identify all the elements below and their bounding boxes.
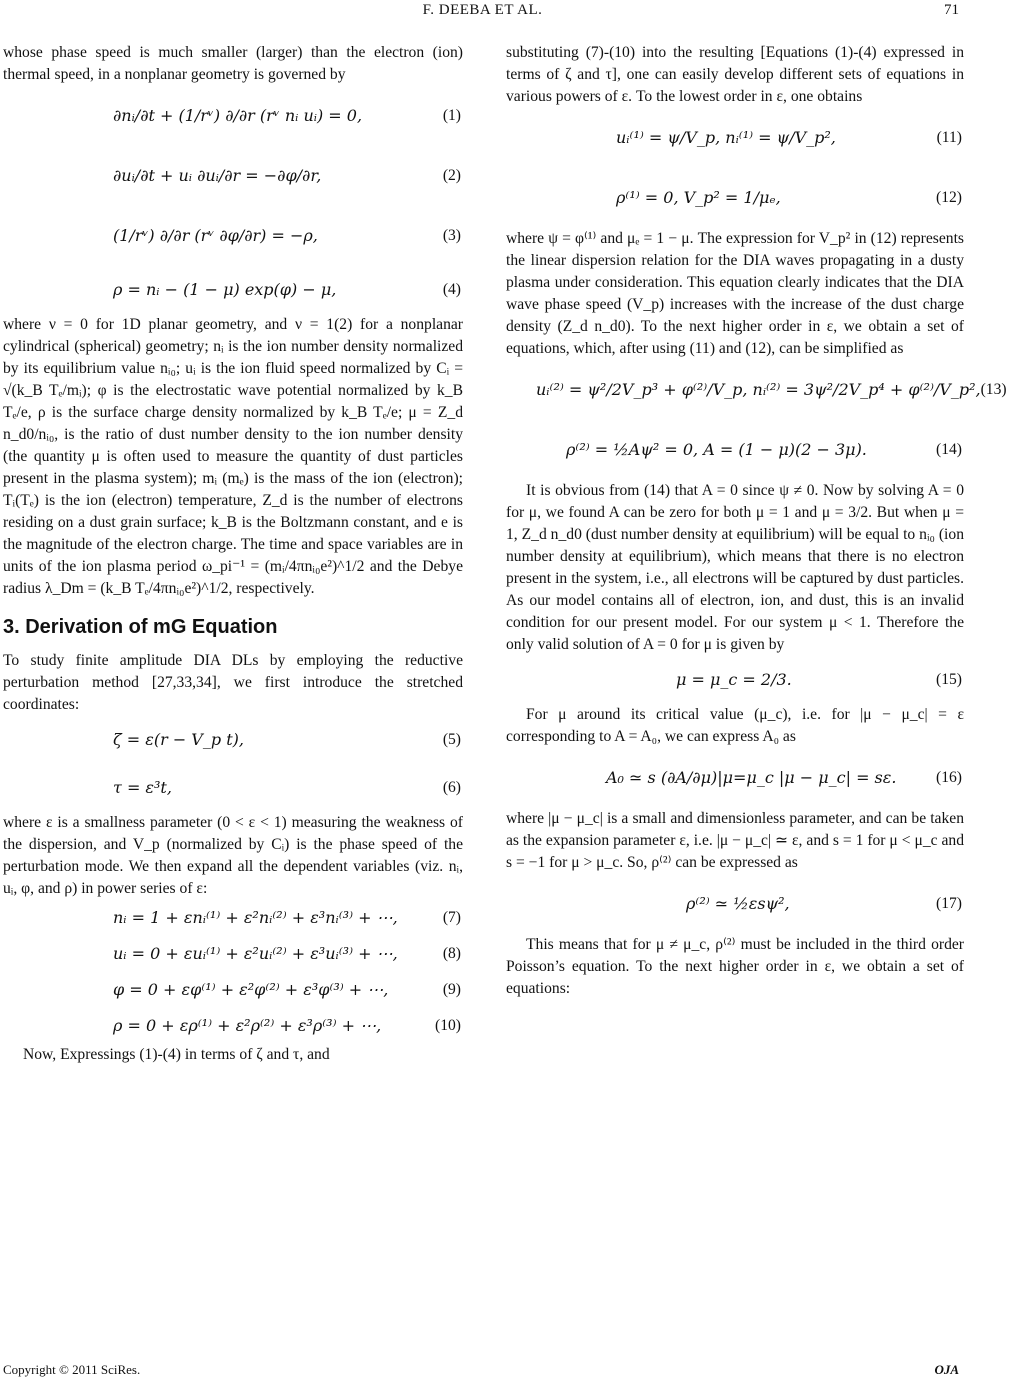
- paragraph: where ν = 0 for 1D planar geometry, and ν = 1(2) for a nonplanar cylindrical (spherical) geometry; nᵢ is the ion number density normalized by its equilibrium value nᵢ₀; uᵢ is the ion fluid speed normalized by Cᵢ = √(k_B Tₑ/mᵢ); φ is the electrostatic wave potential normalized by k_B Tₑ/e, ρ is the surface charge density normalized by k_B Tₑ/e; μ = Z_d n_d0/nᵢ₀, is the ratio of dust number density to the ion number density (the quantity μ is often used to measure the quantity of dust particles present in the plasma system); mᵢ (mₑ) is the mass of the ion (electron); Tᵢ(Tₑ) is the ion (electron) temperature, Z_d is the number of electrons residing on a dust grain surface; k_B is the Boltzmann constant, and e is the magnitude of the electron charge. The time and space variables are in units of the ion plasma period ω_pi⁻¹ = (mᵢ/4πnᵢ₀e²)^1/2 and the Debye radius λ_Dm = (k_B Tₑ/4πnᵢ₀e²)^1/2, respectively.: [3, 316, 463, 597]
- equation-number: (16): [936, 769, 962, 786]
- equation-body: φ = 0 + εφ⁽¹⁾ + ε²φ⁽²⁾ + ε³φ⁽³⁾ + ⋯,: [113, 980, 389, 999]
- equation-body: τ = ε³t,: [113, 778, 172, 797]
- equation-body: uᵢ = 0 + εuᵢ⁽¹⁾ + ε²uᵢ⁽²⁾ + ε³uᵢ⁽³⁾ + ⋯,: [113, 944, 398, 963]
- equation-number: (11): [936, 129, 962, 146]
- equation-body: ρ⁽²⁾ = ½Aψ² = 0, A = (1 − μ)(2 − 3μ).: [566, 440, 867, 459]
- equation: [3, 146, 463, 206]
- equation: [506, 748, 964, 808]
- equation-number: (8): [442, 945, 461, 962]
- equation-body: ∂nᵢ/∂t + (1/rᵛ) ∂/∂r (rᵛ nᵢ uᵢ) = 0,: [113, 106, 363, 125]
- right-column: [506, 42, 1007, 1000]
- equation-body: uᵢ⁽¹⁾ = ψ/V_p, nᵢ⁽¹⁾ = ψ/V_p²,: [616, 128, 836, 147]
- equation: [3, 266, 463, 314]
- paragraph: substituting (7)-(10) into the resulting [Equations (1)-(4) expressed in terms of ζ and τ], one can easily develop different sets of equations in various powers of ε. To the lowest order in ε, one obtains: [506, 44, 964, 105]
- equation: [3, 206, 463, 266]
- equation: [506, 874, 964, 934]
- equation-body: ρ⁽¹⁾ = 0, V_p² = 1/μₑ,: [616, 188, 781, 207]
- equation: [3, 86, 463, 146]
- equation: [3, 764, 463, 812]
- equation-number: (1): [442, 107, 461, 124]
- equation-number: (5): [442, 731, 461, 748]
- equation-body: uᵢ⁽²⁾ = ψ²/2V_p³ + φ⁽²⁾/V_p, nᵢ⁽²⁾ = 3ψ²/2V_p⁴ + φ⁽²⁾/V_p²,: [536, 380, 981, 399]
- equation-body: ζ = ε(r − V_p t),: [113, 730, 244, 749]
- equation-number: (2): [442, 167, 461, 184]
- equation-body: A₀ ≃ s (∂A/∂μ)|μ=μ_c |μ − μ_c| = sε.: [606, 768, 897, 787]
- paragraph: To study finite amplitude DIA DLs by employing the reductive perturbation method [27,33,34], we first introduce the stretched coordinates:: [3, 652, 463, 713]
- paragraph: This means that for μ ≠ μ_c, ρ⁽²⁾ must be included in the third order Poisson’s equation. To the next higher order in ε, we obtain a set of equations:: [506, 936, 964, 997]
- left-column: [3, 42, 463, 1066]
- paragraph: whose phase speed is much smaller (larger) than the electron (ion) thermal speed, in a nonplanar geometry is governed by: [3, 44, 463, 83]
- equation-number: (17): [936, 895, 962, 912]
- equation: [3, 972, 463, 1008]
- section-heading: 3. Derivation of mG Equation: [3, 616, 278, 638]
- equation-number: (10): [435, 1017, 461, 1034]
- equation-number: (7): [442, 909, 461, 926]
- equation-body: ρ = 0 + ερ⁽¹⁾ + ε²ρ⁽²⁾ + ε³ρ⁽³⁾ + ⋯,: [113, 1016, 382, 1035]
- equation-body: nᵢ = 1 + εnᵢ⁽¹⁾ + ε²nᵢ⁽²⁾ + ε³nᵢ⁽³⁾ + ⋯,: [113, 908, 398, 927]
- equation: [506, 656, 964, 704]
- equation-body: ρ = nᵢ − (1 − μ) exp(φ) − μ,: [113, 280, 337, 299]
- page-number: 71: [944, 2, 959, 18]
- equation-number: (3): [442, 227, 461, 244]
- equation-body: μ = μ_c = 2/3.: [676, 670, 792, 689]
- running-title: F. DEEBA ET AL.: [422, 2, 543, 18]
- equation-body: (1/rᵛ) ∂/∂r (rᵛ ∂φ/∂r) = −ρ,: [113, 226, 318, 245]
- equation: [3, 936, 463, 972]
- equation: [3, 900, 463, 936]
- equation-number: (14): [936, 441, 962, 458]
- equation-number: (15): [936, 671, 962, 688]
- equation-number: (13): [980, 381, 1007, 398]
- equation: [3, 716, 463, 764]
- paragraph: where ψ = φ⁽¹⁾ and μₑ = 1 − μ. The expression for V_p² in (12) represents the linear dispersion relation for the DIA waves propagating in a dusty plasma under consideration. This equation clearly indicates that the DIA wave phase speed (V_p) increases with the increase of the dust charge density (Z_d n_d0). To the next higher order in ε, we obtain a set of equations, which, after using (11) and (12), can be simplified as: [506, 230, 964, 357]
- paragraph: where |μ − μ_c| is a small and dimensionless parameter, and can be taken as the expansion parameter ε, i.e. |μ − μ_c| ≃ ε, and s = 1 for μ < μ_c and s = −1 for μ > μ_c. So, ρ⁽²⁾ can be expressed as: [506, 810, 964, 871]
- equation-number: (12): [936, 189, 962, 206]
- paragraph: It is obvious from (14) that A = 0 since ψ ≠ 0. Now by solving A = 0 for μ, we found A can be zero for both μ = 1 and μ = 3/2. But when μ = 1, Z_d n_d0 (dust number density at equilibrium) will be equal to nᵢ₀ (ion number density at equilibrium), which means that there is no electron present in the system, i.e., all electrons will be captured by dust particles. As our model contains all of electron, ion, and dust, this is an invalid condition for our present model. For our system μ < 1. Therefore the only valid solution of A = 0 for μ is given by: [506, 482, 964, 653]
- journal-abbrev: OJA: [934, 1362, 959, 1377]
- equation: [506, 168, 964, 228]
- paragraph: For μ around its critical value (μ_c), i.e. for |μ − μ_c| = ε corresponding to A = A₀, we can express A₀ as: [506, 706, 964, 745]
- paragraph: Now, Expressings (1)-(4) in terms of ζ and τ, and: [23, 1046, 330, 1063]
- equation-number: (6): [442, 779, 461, 796]
- paragraph: where ε is a smallness parameter (0 < ε < 1) measuring the weakness of the dispersion, and V_p (normalized by Cᵢ) is the phase speed of the perturbation mode. We then expand all the dependent variables (viz. nᵢ, uᵢ, φ, and ρ) in power series of ε:: [3, 814, 463, 897]
- equation-number: (4): [442, 281, 461, 298]
- copyright-notice: Copyright © 2011 SciRes.: [3, 1362, 141, 1377]
- equation: [506, 360, 1007, 420]
- equation-body: ρ⁽²⁾ ≃ ½εsψ²,: [686, 894, 790, 913]
- page-header: [0, 2, 965, 26]
- equation-number: (9): [442, 981, 461, 998]
- equation: [3, 1008, 463, 1044]
- page-footer: [0, 1362, 965, 1382]
- equation: [506, 420, 964, 480]
- equation: [506, 108, 964, 168]
- equation-body: ∂uᵢ/∂t + uᵢ ∂uᵢ/∂r = −∂φ/∂r,: [113, 166, 322, 185]
